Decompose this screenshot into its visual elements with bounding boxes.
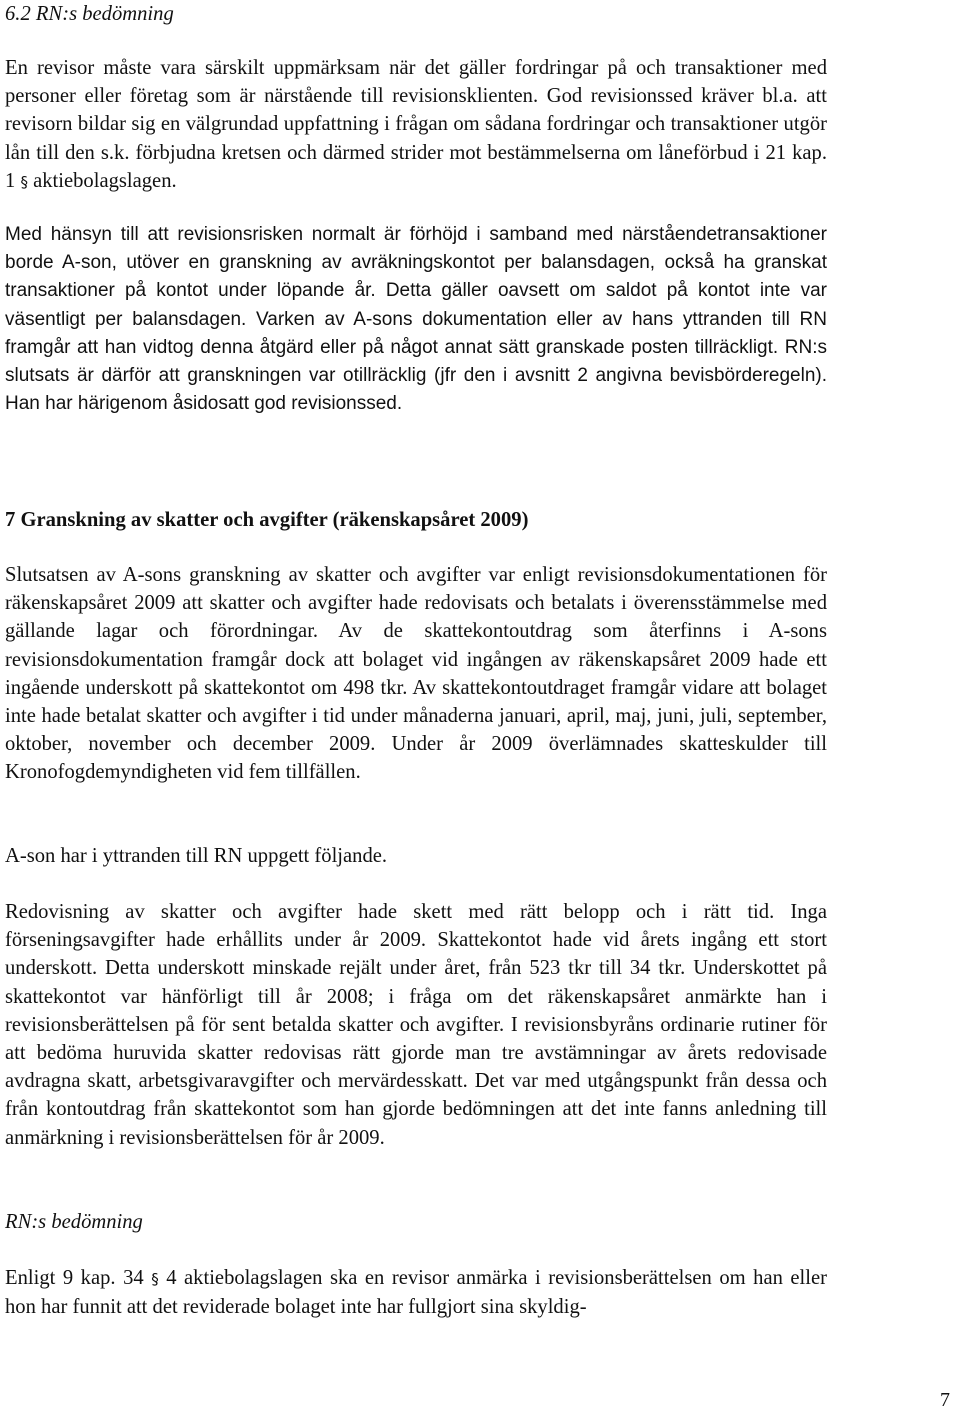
paragraph-text: 4 aktiebolagslagen ska en revisor anmärka i revisionsberättelsen om han eller hon har funnit att det reviderade bolaget inte har fullgjort sina skyldig- [5, 1267, 827, 1319]
section-heading-7: 7 Granskning av skatter och avgifter (räkenskapsåret 2009) [5, 509, 529, 531]
section-symbol: § [151, 1270, 159, 1288]
paragraph-text: aktiebolagslagen. [27, 169, 177, 192]
paragraph-conclusion: Slutsatsen av A-sons granskning av skatter och avgifter var enligt revisionsdokumentationen för räkenskapsåret 2009 att skatter och avgifter hade redovisats och betalats i överensstämmelse med gällande lagar och förordningar. Av de skattekontoutdrag som återfinns i A-sons revisionsdokumentation framgår dock att bolaget vid ingången av räkenskapsåret 2009 hade ett ingående underskott på skattekontot om 498 tkr. Av skattekontoutdraget framgår vidare att bolaget inte hade betalat skatter och avgifter i tid under månaderna januari, april, maj, juni, juli, september, oktober, november och december 2009. Under år 2009 överlämnades skatteskulder till Kronofogdemyndigheten vid fem tillfällen. [5, 564, 827, 784]
paragraph-related-party [5, 54, 827, 196]
section-symbol: § [20, 172, 28, 191]
paragraph-legal-basis [5, 1264, 827, 1321]
subheading-assessment: RN:s bedömning [5, 1211, 143, 1233]
paragraph-statement-intro: A-son har i yttranden till RN uppgett följande. [5, 845, 388, 867]
section-heading-6-2: 6.2 RN:s bedömning [5, 3, 174, 25]
paragraph-text: En revisor måste vara särskilt uppmärksam när det gäller fordringar på och transaktioner med personer eller företag som är närstående till revisionsklienten. God revisionssed kräver bl.a. att revisorn bildar sig en välgrundad uppfattning i frågan om sådana fordringar och transaktioner utgör lån till den s.k. förbjudna kretsen och därmed strider mot bestämmelserna om låneförbud i 21 kap. 1 [5, 57, 827, 192]
paragraph-text: Enligt 9 kap. 34 [5, 1267, 152, 1289]
paragraph-assessment: Med hänsyn till att revisionsrisken normalt är förhöjd i samband med närståendetransaktioner borde A-son, utöver en granskning av avräkningskontot per balansdagen, också ha granskat transaktioner på kontot under löpande år. Detta gäller oavsett om saldot på kontot inte var väsentligt per balansdagen. Varken av A-sons dokumentation eller av hans yttranden till RN framgår att han vidtog denna åtgärd eller på något annat sätt granskade posten tillräckligt. RN:s slutsats är därför att granskningen var otillräcklig (jfr den i avsnitt 2 angivna bevisbörderegeln). Han har härigenom åsidosatt god revisionssed. [5, 224, 827, 415]
paragraph-statement: Redovisning av skatter och avgifter hade skett med rätt belopp och i rätt tid. Inga förseningsavgifter hade erhållits under år 2009. Skattekontot hade vid årets ingång ett stort underskott. Detta underskott minskade rejält under året, från 523 tkr till 34 tkr. Underskottet på skattekontot var hänförligt till år 2008; i fråga om det räkenskapsåret anmärkte han i revisionsberättelsen på för sent betalda skatter och avgifter. I revisionsbyråns ordinarie rutiner för att bedöma huruvida skatter redovisas rätt gjorde man tre avstämningar av årets redovisade avdragna skatt, arbetsgivaravgifter och mervärdesskatt. Det var med utgångspunkt från dessa och från kontoutdrag från skattekontot som han gjorde bedömningen att det inte fanns anledning till anmärkning i revisionsberättelsen för år 2009. [5, 901, 827, 1149]
page-number: 7 [940, 1389, 950, 1411]
